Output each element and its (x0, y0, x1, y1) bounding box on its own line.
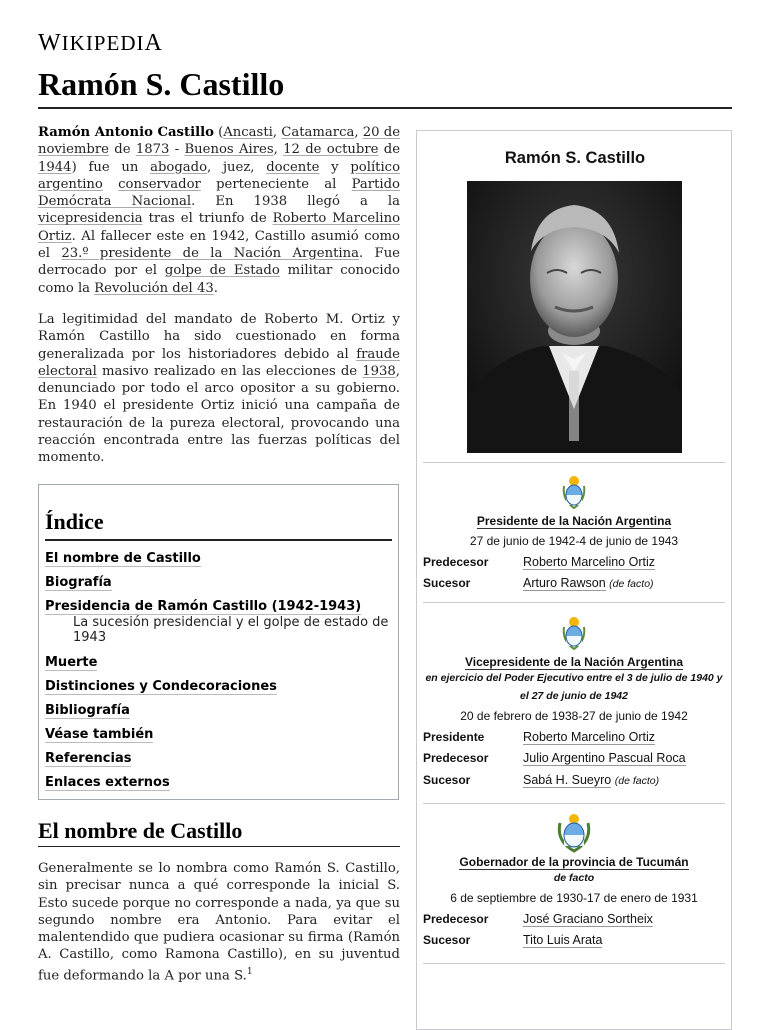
table-of-contents (38, 484, 399, 800)
portrait-image (467, 181, 682, 453)
article-link[interactable]: 23.º presidente de la Nación Argentina (61, 246, 359, 262)
office-subtitle: en ejercicio del Poder Ejecutivo entre el 3 de julio de 1940 y el 27 de junio de 1942 (425, 672, 723, 702)
article-link[interactable]: conservador (118, 176, 201, 192)
infobox-divider (423, 803, 725, 804)
toc-subitem[interactable]: La sucesión presidencial y el golpe de estado de 1943 (73, 615, 389, 645)
infobox (416, 130, 732, 1030)
section-paragraph: Generalmente se lo nombra como Ramón S. Castillo, sin precisar nunca a qué corresponde la inicial S. Esto sucede porque no corresponde a nada, ya que su segundo nombre era Antonio. Para evitar el malentendido que pudiera ocasionar su firma (Ramón A. Castillo, como Ramona Castillo), en su juventud fue deformando la A por una S.$^1$ (38, 861, 400, 984)
office-governor (423, 813, 725, 951)
toc-item[interactable]: Muerte (45, 655, 98, 670)
reference-link[interactable]: 1 (246, 966, 253, 977)
row-label: Sucesor (423, 576, 471, 591)
infobox-row (423, 573, 725, 595)
toc-item[interactable]: Referencias (45, 751, 132, 766)
row-label: Presidente (423, 729, 485, 744)
infobox-title: Ramón S. Castillo (504, 149, 646, 167)
article-link[interactable]: 1873 (135, 142, 170, 158)
article-link[interactable]: Roberto Marcelino Ortiz (38, 211, 401, 244)
toc-divider (45, 539, 392, 541)
lead-paragraph-1: Ramón Antonio Castillo (Ancasti, Catamarca, 20 de noviembre de 1873 - Buenos Aires, 12 de octubre de 1944) fue un abogado, juez, docente y político argentino conservador perteneciente al Partido Demócrata Nacional. En 1938 llegó a la vicepresidencia tras el triunfo de Roberto Marcelino Ortiz. Al fallecer este en 1942, Castillo asumió como el 23.º presidente de la Nación Argentina. Fue derrocado por el golpe de Estado militar conocido como la Revolución del 43. (38, 125, 401, 296)
infobox-divider (423, 602, 725, 603)
toc-heading: Índice (45, 509, 104, 534)
article-link[interactable]: 1944 (38, 159, 72, 175)
article-link[interactable]: Partido Demócrata Nacional (38, 176, 400, 210)
title-divider (38, 107, 732, 109)
row-value[interactable]: Sabá H. Sueyro (de facto) (523, 772, 660, 787)
section-heading-nombre: El nombre de Castillo (38, 818, 243, 843)
toc-list (45, 551, 392, 791)
toc-item[interactable]: Bibliografía (45, 703, 130, 718)
row-value[interactable]: Roberto Marcelino Ortiz (523, 729, 655, 744)
infobox-row (423, 726, 725, 748)
office-title[interactable]: Vicepresidente de la Nación Argentina (464, 655, 684, 669)
article-link[interactable]: 1938 (362, 363, 396, 379)
infobox-divider (423, 462, 725, 463)
toc-item[interactable]: Presidencia de Ramón Castillo (1942-1943) (45, 599, 362, 614)
article-link[interactable]: abogado (150, 159, 208, 175)
bold-term: Ramón Antonio Castillo (38, 125, 214, 140)
coat-of-arms-argentina-icon (561, 615, 587, 651)
toc-item[interactable]: El nombre de Castillo (45, 551, 201, 566)
infobox-row (423, 908, 725, 930)
toc-item[interactable]: Distinciones y Condecoraciones (45, 679, 277, 694)
office-title[interactable]: Presidente de la Nación Argentina (476, 514, 672, 528)
infobox-row (423, 930, 725, 952)
office-dates: 20 de febrero de 1938-27 de junio de 1942 (460, 709, 688, 723)
wikipedia-wordmark[interactable]: WIKIPEDIA (38, 30, 163, 56)
toc-item[interactable]: Véase también (45, 727, 154, 742)
portrait-photo[interactable] (467, 181, 682, 453)
article-link[interactable]: Buenos Aires (184, 142, 274, 158)
office-subtitle: de facto (553, 872, 595, 884)
lead-paragraph-2: La legitimidad del mandato de Roberto M. Ortiz y Ramón Castillo ha sido cuestionado en forma generalizada por los historiadores debido al fraude electoral masivo realizado en las elecciones de 1938, denunciado por todo el arco opositor a su gobierno. En 1940 el presidente Ortiz inició una campaña de restauración de la pureza electoral, provocando una reacción encontrada entre las fuerzas políticas del momento. (38, 311, 400, 466)
office-dates: 6 de septiembre de 1930-17 de enero de 1931 (450, 891, 698, 905)
infobox-divider (423, 963, 725, 964)
coat-of-arms-argentina-icon (561, 474, 587, 510)
row-value[interactable]: José Graciano Sortheix (523, 911, 653, 926)
article-link[interactable]: docente (266, 159, 320, 175)
office-title[interactable]: Gobernador de la provincia de Tucumán (459, 855, 689, 869)
page-title: Ramón S. Castillo (38, 66, 285, 102)
row-value[interactable]: Tito Luis Arata (523, 933, 603, 948)
row-label: Predecesor (423, 554, 489, 569)
article-link[interactable]: Revolución del 43 (94, 280, 214, 296)
coat-of-arms-tucuman-icon (556, 813, 592, 853)
article-link[interactable]: golpe de Estado (164, 263, 280, 279)
infobox-row (423, 551, 725, 573)
office-president (423, 474, 725, 594)
row-label: Sucesor (423, 772, 471, 787)
office-dates: 27 de junio de 1942-4 de junio de 1943 (469, 534, 679, 548)
article-link[interactable]: vicepresidencia (38, 211, 143, 227)
article-link[interactable]: Catamarca (281, 125, 355, 140)
infobox-row (423, 748, 725, 770)
row-value[interactable]: Julio Argentino Pascual Roca (523, 751, 686, 766)
row-label: Predecesor (423, 751, 489, 766)
row-value[interactable]: Arturo Rawson (de facto) (523, 576, 654, 591)
article-link[interactable]: fraude electoral (38, 346, 400, 379)
article-link[interactable]: político argentino (38, 159, 401, 192)
office-vicepresident (423, 615, 725, 791)
row-label: Sucesor (423, 933, 471, 948)
toc-item[interactable]: Biografía (45, 575, 112, 590)
article-link[interactable]: Ancasti (223, 125, 273, 140)
infobox-row (423, 769, 725, 791)
article-link[interactable]: 20 de noviembre (38, 125, 401, 158)
toc-item[interactable]: Enlaces externos (45, 775, 170, 790)
lead-section (38, 124, 400, 481)
section-divider (38, 846, 400, 847)
row-label: Predecesor (423, 911, 489, 926)
article-link[interactable]: 12 de octubre (283, 142, 379, 158)
row-value[interactable]: Roberto Marcelino Ortiz (523, 554, 655, 569)
